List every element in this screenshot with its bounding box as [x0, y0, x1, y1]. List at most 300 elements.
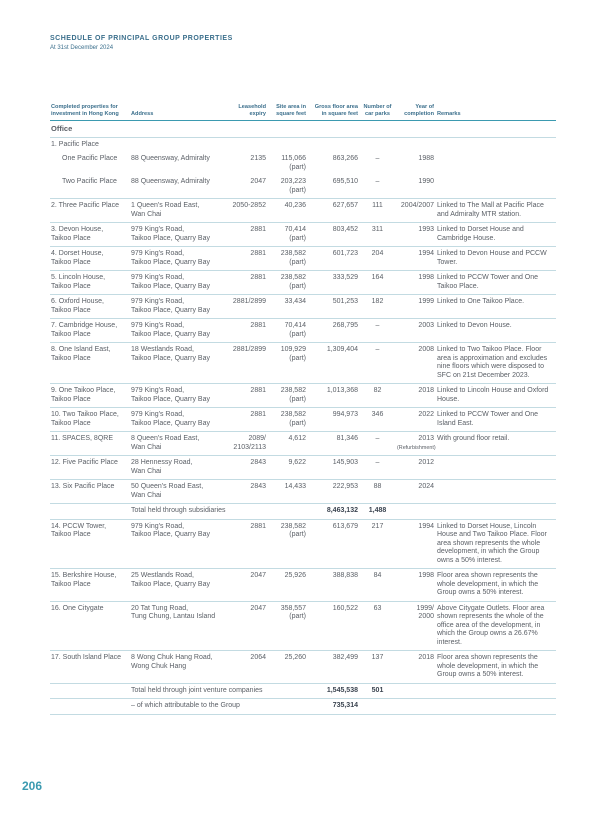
- property-name: [50, 271, 130, 295]
- property-address-text: 979 King's Road, Taikoo Place, Quarry Bay: [131, 298, 210, 314]
- site-area: [268, 343, 308, 384]
- property-address: [130, 247, 228, 271]
- table-row: [50, 519, 556, 569]
- leasehold-expiry: [228, 175, 268, 199]
- site-area-text: 4,612: [288, 435, 306, 442]
- site-area-text: 358,557: [280, 604, 306, 612]
- table-row: [50, 295, 556, 319]
- site-area: [268, 601, 308, 651]
- remarks: [436, 408, 556, 432]
- year-of-completion: [396, 175, 436, 199]
- total-row: [50, 683, 556, 699]
- remarks: [436, 152, 556, 175]
- gross-floor-area: [308, 319, 360, 343]
- group-row: [50, 137, 556, 152]
- leasehold-expiry: [228, 601, 268, 651]
- year-of-completion-text: 2003: [418, 322, 434, 329]
- year-of-completion: [396, 152, 436, 175]
- remarks-text: Linked to Dorset House and Cambridge House.: [437, 226, 524, 242]
- leasehold-expiry: [228, 319, 268, 343]
- remarks-text: Linked to One Taikoo Place.: [437, 298, 525, 305]
- leasehold-expiry-text: 2881/2899: [232, 346, 266, 353]
- gross-floor-area: [308, 408, 360, 432]
- table-row: [50, 152, 556, 175]
- table-row: [50, 343, 556, 384]
- car-parks-text: 204: [371, 250, 384, 257]
- col-header-car-parks: Number of car parks: [360, 104, 396, 121]
- site-area: [268, 569, 308, 602]
- car-parks: [360, 343, 396, 384]
- total-label: Total held through subsidiaries: [130, 504, 308, 520]
- gross-floor-area: [308, 456, 360, 480]
- property-name: [50, 223, 130, 247]
- site-note: (part): [289, 531, 306, 538]
- blank-cell: [50, 504, 130, 520]
- gross-floor-area-text: 145,903: [332, 459, 358, 466]
- year-of-completion-text: 1994: [418, 250, 434, 257]
- leasehold-expiry: [228, 519, 268, 569]
- year-of-completion-text: 1990: [418, 178, 434, 185]
- remarks: [436, 199, 556, 223]
- blank-cell: [436, 683, 556, 699]
- year-of-completion-text: 2024: [418, 483, 434, 490]
- remarks: [436, 480, 556, 504]
- total-gfa: 8,463,132: [308, 504, 360, 520]
- property-name: [50, 601, 130, 651]
- gross-floor-area: [308, 199, 360, 223]
- remarks: [436, 456, 556, 480]
- remarks-text: Linked to Devon House and PCCW Tower.: [437, 250, 547, 266]
- gross-floor-area-text: 1,013,368: [326, 387, 358, 394]
- year-of-completion: [396, 343, 436, 384]
- leasehold-expiry-text: 2047: [250, 178, 266, 185]
- remarks: [436, 271, 556, 295]
- property-address: [130, 271, 228, 295]
- site-note: (part): [289, 258, 306, 266]
- blank-cell: [436, 504, 556, 520]
- property-name-text: 13. Six Pacific Place: [51, 483, 115, 490]
- gross-floor-area-text: 160,522: [332, 604, 358, 612]
- site-note: (part): [289, 613, 306, 620]
- group-name: 1. Pacific Place: [51, 140, 99, 148]
- site-note: (part): [289, 163, 306, 171]
- remarks: [436, 432, 556, 456]
- table-row: [50, 601, 556, 651]
- gross-floor-area: [308, 175, 360, 199]
- car-parks-text: 88: [373, 483, 382, 490]
- car-parks-text: 84: [373, 572, 382, 579]
- property-name-text: 4. Dorset House, Taikoo Place: [51, 250, 104, 266]
- gross-floor-area-text: 695,510: [332, 178, 358, 185]
- leasehold-expiry-text: 2135: [250, 155, 266, 162]
- gross-floor-area-text: 863,266: [332, 155, 358, 162]
- blank-cell: [436, 699, 556, 715]
- leasehold-expiry: [228, 343, 268, 384]
- property-name-text: 12. Five Pacific Place: [51, 459, 118, 466]
- year-of-completion: [396, 408, 436, 432]
- table-row: [50, 319, 556, 343]
- leasehold-expiry: [228, 651, 268, 684]
- remarks: [436, 601, 556, 651]
- property-address: [130, 175, 228, 199]
- table-row: [50, 456, 556, 480]
- property-address: [130, 295, 228, 319]
- property-address-text: 88 Queensway, Admiralty: [131, 178, 210, 185]
- col-header-lease: Leasehold expiry: [228, 104, 268, 121]
- remarks-text: Linked to PCCW Tower and One Island East.: [437, 411, 539, 427]
- year-of-completion: [396, 199, 436, 223]
- remarks-text: Linked to Two Taikoo Place. Floor area is approximation and excludes nine floors which were disposed to SFC on 21st December 2023.: [437, 346, 548, 379]
- year-of-completion: [396, 456, 436, 480]
- remarks-text: Linked to Lincoln House and Oxford House.: [437, 387, 549, 403]
- property-name: [50, 175, 130, 199]
- property-name: [50, 432, 130, 456]
- property-name: [50, 480, 130, 504]
- site-area-text: 25,926: [284, 572, 306, 579]
- site-area: [268, 408, 308, 432]
- property-name-text: 8. One Island East, Taikoo Place: [51, 346, 111, 362]
- year-of-completion-text: 2018: [418, 387, 434, 394]
- property-address-text: 25 Westlands Road, Taikoo Place, Quarry Bay: [131, 572, 210, 588]
- table-row: [50, 408, 556, 432]
- year-of-completion: [396, 247, 436, 271]
- total-car-parks: 501: [360, 683, 396, 699]
- remarks-text: Linked to The Mall at Pacific Place and Admiralty MTR station.: [437, 202, 544, 218]
- document-title: SCHEDULE OF PRINCIPAL GROUP PROPERTIES: [50, 35, 233, 42]
- leasehold-expiry: [228, 480, 268, 504]
- property-address: [130, 408, 228, 432]
- car-parks: [360, 271, 396, 295]
- year-of-completion: [396, 601, 436, 651]
- property-name-text: Two Pacific Place: [62, 178, 117, 185]
- site-area-text: 238,582: [280, 522, 306, 530]
- site-note: (part): [289, 234, 306, 242]
- property-name: [50, 408, 130, 432]
- site-area: [268, 456, 308, 480]
- year-of-completion-text: 1999/ 2000: [416, 604, 434, 620]
- remarks: [436, 569, 556, 602]
- property-address-text: 1 Queen's Road East, Wan Chai: [131, 202, 200, 218]
- gross-floor-area: [308, 601, 360, 651]
- site-area: [268, 199, 308, 223]
- table-row: [50, 271, 556, 295]
- leasehold-expiry: [228, 247, 268, 271]
- property-address: [130, 456, 228, 480]
- property-name: [50, 343, 130, 384]
- gross-floor-area-text: 222,953: [332, 483, 358, 490]
- car-parks: [360, 199, 396, 223]
- year-note: (Refurbishment): [397, 444, 436, 451]
- property-name: [50, 519, 130, 569]
- site-area: [268, 480, 308, 504]
- site-area: [268, 152, 308, 175]
- col-header-site: Site area in square feet: [268, 104, 308, 121]
- page-number: 206: [22, 779, 43, 793]
- leasehold-expiry-text: 2881: [250, 387, 266, 394]
- gross-floor-area: [308, 519, 360, 569]
- col-header-year: Year of completion: [396, 104, 436, 121]
- remarks: [436, 519, 556, 569]
- table-row: [50, 569, 556, 602]
- leasehold-expiry-text: 2089/ 2103/2113: [233, 435, 266, 451]
- gross-floor-area-text: 1,309,404: [326, 346, 358, 353]
- gross-floor-area-text: 268,795: [332, 322, 358, 329]
- site-area-text: 33,434: [284, 298, 306, 305]
- site-note: (part): [289, 186, 306, 194]
- property-name-text: 10. Two Taikoo Place, Taikoo Place: [51, 411, 119, 427]
- year-of-completion-text: 2022: [418, 411, 434, 418]
- property-address: [130, 569, 228, 602]
- site-area-text: 109,929: [280, 346, 306, 353]
- leasehold-expiry-text: 2843: [250, 459, 266, 466]
- car-parks: [360, 480, 396, 504]
- leasehold-expiry-text: 2047: [250, 604, 266, 612]
- blank-cell: [396, 683, 436, 699]
- leasehold-expiry: [228, 456, 268, 480]
- property-address: [130, 519, 228, 569]
- gross-floor-area-text: 601,723: [332, 250, 358, 257]
- total-car-parks: [360, 699, 396, 715]
- site-note: (part): [289, 282, 306, 290]
- leasehold-expiry-text: 2881: [250, 250, 266, 257]
- table-row: [50, 432, 556, 456]
- property-address-text: 88 Queensway, Admiralty: [131, 155, 210, 162]
- remarks-text: Linked to PCCW Tower and One Taikoo Place.: [437, 274, 539, 290]
- remarks-text: Linked to Devon House.: [437, 322, 512, 329]
- total-row: [50, 699, 556, 715]
- year-of-completion-text: 2004/2007: [400, 202, 434, 209]
- year-of-completion-text: 2018: [418, 654, 434, 661]
- property-name-text: One Pacific Place: [62, 155, 118, 162]
- site-area-text: 70,414: [284, 322, 306, 329]
- table-row: [50, 223, 556, 247]
- col-header-gfa: Gross floor area in square feet: [308, 104, 360, 121]
- car-parks-text: 164: [371, 274, 384, 281]
- property-name: [50, 319, 130, 343]
- property-address-text: 8 Wong Chuk Hang Road, Wong Chuk Hang: [131, 654, 213, 670]
- year-of-completion: [396, 480, 436, 504]
- site-area-text: 9,622: [288, 459, 306, 466]
- leasehold-expiry: [228, 271, 268, 295]
- property-name-text: 6. Oxford House, Taikoo Place: [51, 298, 104, 314]
- remarks-text: Above Citygate Outlets. Floor area shown represents the whole of the office area of the development, in which the Group owns a 26.67% interest.: [437, 604, 545, 646]
- leasehold-expiry-text: 2881: [250, 274, 266, 281]
- car-parks-text: –: [375, 155, 380, 162]
- property-name: [50, 152, 130, 175]
- car-parks-text: 217: [371, 522, 384, 530]
- leasehold-expiry: [228, 152, 268, 175]
- site-area-text: 238,582: [280, 274, 306, 281]
- car-parks: [360, 384, 396, 408]
- car-parks: [360, 319, 396, 343]
- property-address: [130, 432, 228, 456]
- gross-floor-area-text: 994,973: [332, 411, 358, 418]
- property-address-text: 979 King's Road, Taikoo Place, Quarry Bay: [131, 387, 210, 403]
- table-body: [50, 121, 556, 715]
- property-address-text: 20 Tat Tung Road, Tung Chung, Lantau Island: [131, 604, 216, 620]
- gross-floor-area-text: 627,657: [332, 202, 358, 209]
- property-address: [130, 199, 228, 223]
- gross-floor-area: [308, 651, 360, 684]
- col-header-remarks: Remarks: [436, 104, 556, 121]
- remarks-text: Floor area shown represents the whole development, in which the Group owns a 50% interest.: [437, 572, 539, 596]
- year-of-completion: [396, 223, 436, 247]
- site-area-text: 25,260: [284, 654, 306, 661]
- col-header-name: Completed properties for investment in Hong Kong: [50, 104, 130, 121]
- car-parks-text: 182: [371, 298, 384, 305]
- remarks: [436, 223, 556, 247]
- blank-cell: [50, 683, 130, 699]
- leasehold-expiry: [228, 384, 268, 408]
- property-address: [130, 651, 228, 684]
- property-address-text: 979 King's Road, Taikoo Place, Quarry Bay: [131, 522, 210, 538]
- document-date: At 31st December 2024: [50, 45, 114, 51]
- site-area: [268, 319, 308, 343]
- gross-floor-area: [308, 569, 360, 602]
- site-note: (part): [289, 330, 306, 338]
- property-name: [50, 651, 130, 684]
- year-of-completion-text: 1998: [418, 572, 434, 579]
- remarks: [436, 247, 556, 271]
- gross-floor-area: [308, 432, 360, 456]
- property-address: [130, 480, 228, 504]
- property-name-text: 3. Devon House, Taikoo Place: [51, 226, 104, 242]
- table-row: [50, 480, 556, 504]
- table-header-row: [50, 104, 556, 121]
- leasehold-expiry-text: 2064: [250, 654, 266, 661]
- year-of-completion-text: 1993: [418, 226, 434, 233]
- property-name-text: 7. Cambridge House, Taikoo Place: [51, 322, 118, 338]
- property-address-text: 979 King's Road, Taikoo Place, Quarry Bay: [131, 411, 210, 427]
- site-area-text: 203,223: [280, 178, 306, 185]
- property-name-text: 9. One Taikoo Place, Taikoo Place: [51, 387, 116, 403]
- car-parks-text: –: [375, 322, 380, 329]
- leasehold-expiry: [228, 223, 268, 247]
- table-row: [50, 175, 556, 199]
- property-address-text: 8 Queen's Road East, Wan Chai: [131, 435, 200, 451]
- property-address: [130, 384, 228, 408]
- site-area: [268, 384, 308, 408]
- remarks: [436, 384, 556, 408]
- total-row: [50, 504, 556, 520]
- car-parks: [360, 651, 396, 684]
- site-note: (part): [289, 395, 306, 403]
- table-row: [50, 384, 556, 408]
- year-of-completion-text: 2008: [418, 346, 434, 353]
- blank-cell: [396, 699, 436, 715]
- gross-floor-area: [308, 384, 360, 408]
- year-of-completion: [396, 295, 436, 319]
- year-of-completion: [396, 651, 436, 684]
- remarks-text: Floor area shown represents the whole development, in which the Group owns a 50% interest.: [437, 654, 539, 678]
- leasehold-expiry-text: 2050-2852: [232, 202, 266, 209]
- car-parks: [360, 223, 396, 247]
- remarks: [436, 175, 556, 199]
- leasehold-expiry: [228, 569, 268, 602]
- year-of-completion: [396, 319, 436, 343]
- site-area: [268, 432, 308, 456]
- property-address-text: 18 Westlands Road, Taikoo Place, Quarry Bay: [131, 346, 210, 362]
- year-of-completion-text: 1988: [418, 155, 434, 162]
- property-address: [130, 319, 228, 343]
- property-name-text: 15. Berkshire House, Taikoo Place: [51, 572, 117, 588]
- car-parks-text: 137: [371, 654, 384, 661]
- property-address: [130, 223, 228, 247]
- gross-floor-area-text: 501,253: [332, 298, 358, 305]
- site-area: [268, 519, 308, 569]
- section-label: Office: [50, 121, 556, 138]
- year-of-completion: [396, 384, 436, 408]
- property-address-text: 28 Hennessy Road, Wan Chai: [131, 459, 193, 475]
- year-of-completion: [396, 519, 436, 569]
- gross-floor-area-text: 333,529: [332, 274, 358, 281]
- table-row: [50, 651, 556, 684]
- table-row: [50, 247, 556, 271]
- property-name: [50, 456, 130, 480]
- car-parks: [360, 569, 396, 602]
- property-name-text: 11. SPACES, 8QRE: [51, 435, 113, 442]
- leasehold-expiry: [228, 408, 268, 432]
- car-parks: [360, 456, 396, 480]
- site-area: [268, 175, 308, 199]
- total-gfa: 1,545,538: [308, 683, 360, 699]
- car-parks: [360, 175, 396, 199]
- blank-cell: [396, 504, 436, 520]
- property-name: [50, 384, 130, 408]
- gross-floor-area-text: 803,452: [332, 226, 358, 233]
- car-parks-text: –: [375, 435, 380, 442]
- section-row: [50, 121, 556, 138]
- leasehold-expiry-text: 2881: [250, 226, 266, 233]
- car-parks-text: 346: [371, 411, 384, 418]
- year-of-completion-text: 2013: [418, 435, 434, 442]
- site-area: [268, 223, 308, 247]
- site-area-text: 238,582: [280, 250, 306, 257]
- total-label: Total held through joint venture companies: [130, 683, 308, 699]
- gross-floor-area: [308, 480, 360, 504]
- gross-floor-area: [308, 271, 360, 295]
- total-label: – of which attributable to the Group: [130, 699, 308, 715]
- car-parks-text: –: [375, 346, 380, 353]
- year-of-completion: [396, 271, 436, 295]
- gross-floor-area-text: 81,346: [336, 435, 358, 442]
- property-address: [130, 343, 228, 384]
- car-parks: [360, 152, 396, 175]
- gross-floor-area: [308, 247, 360, 271]
- site-area-text: 14,433: [284, 483, 306, 490]
- property-address-text: 979 King's Road, Taikoo Place, Quarry Bay: [131, 250, 210, 266]
- property-address-text: 979 King's Road, Taikoo Place, Quarry Bay: [131, 322, 210, 338]
- car-parks-text: 82: [373, 387, 382, 394]
- year-of-completion-text: 1994: [418, 522, 434, 530]
- car-parks: [360, 601, 396, 651]
- year-of-completion: [396, 569, 436, 602]
- blank-cell: [50, 699, 130, 715]
- property-schedule-table: [50, 104, 556, 715]
- site-area-text: 115,066: [281, 155, 306, 162]
- remarks: [436, 319, 556, 343]
- leasehold-expiry-text: 2047: [250, 572, 266, 579]
- property-name-text: 16. One Citygate: [51, 604, 104, 612]
- leasehold-expiry-text: 2881: [250, 522, 266, 530]
- leasehold-expiry: [228, 295, 268, 319]
- car-parks: [360, 408, 396, 432]
- property-name-text: 2. Three Pacific Place: [51, 202, 119, 209]
- gross-floor-area-text: 388,838: [332, 572, 358, 579]
- leasehold-expiry-text: 2881: [250, 322, 266, 329]
- property-name: [50, 295, 130, 319]
- site-note: (part): [289, 354, 306, 362]
